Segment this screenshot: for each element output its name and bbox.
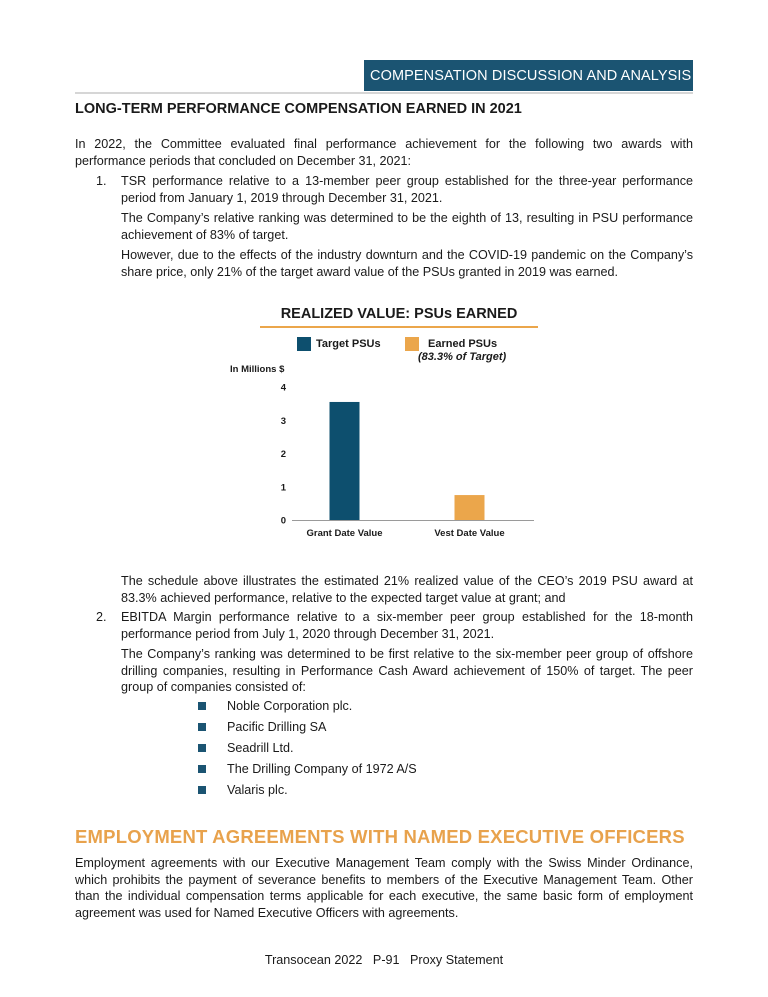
- list-item: Noble Corporation plc.: [227, 699, 353, 713]
- intro-paragraph: In 2022, the Committee evaluated final performance achievement for the following two awards with performance periods that concluded on December 31, 2021:: [75, 137, 693, 168]
- legend-label-target: Target PSUs: [316, 338, 381, 350]
- list-item: Seadrill Ltd.: [227, 741, 294, 755]
- item2-text: EBITDA Margin performance relative to a six-member peer group established for the 18-month performance period from July 1, 2020 through December 31, 2021.: [121, 610, 693, 641]
- bullet-icon: [198, 702, 206, 710]
- y-axis-label: In Millions $: [230, 364, 285, 375]
- bullet-icon: [198, 723, 206, 731]
- page-footer: [0, 953, 768, 967]
- item1-ranking: The Company’s relative ranking was determined to be the eighth of 13, resulting in PSU performance achievement of 83% of target.: [121, 211, 693, 242]
- footer-doc-title: Proxy Statement: [410, 953, 504, 967]
- section-header: [364, 60, 693, 91]
- employment-section-title: EMPLOYMENT AGREEMENTS WITH NAMED EXECUTIVE OFFICERS: [75, 826, 685, 847]
- legend-label-earned: Earned PSUs: [428, 338, 498, 350]
- bullet-icon: [198, 786, 206, 794]
- item1-after-chart: The schedule above illustrates the estimated 21% realized value of the CEO’s 2019 PSU award at 83.3% achieved performance, relative to the expected target value at grant; and: [121, 574, 693, 605]
- footer-company: Transocean 2022: [264, 953, 363, 967]
- item1-text: TSR performance relative to a 13-member peer group established for the three-year performance period from January 1, 2019 through December 31, 2021.: [121, 174, 693, 205]
- x-tick-label-0: Grant Date Value: [306, 528, 383, 539]
- bullet-icon: [198, 744, 206, 752]
- list-number-2: 2.: [96, 610, 107, 624]
- list-number-1: 1.: [96, 174, 107, 188]
- bar-target-0: [330, 402, 360, 520]
- legend-note-earned: (83.3% of Target): [418, 351, 507, 363]
- legend-swatch-target: [297, 337, 311, 351]
- section-header-label: COMPENSATION DISCUSSION AND ANALYSIS: [370, 67, 692, 84]
- section-title: LONG-TERM PERFORMANCE COMPENSATION EARNED IN 2021: [75, 101, 522, 117]
- y-tick-label-0: 0: [280, 515, 286, 527]
- y-tick-label-1: 1: [280, 482, 286, 494]
- list-item: The Drilling Company of 1972 A/S: [227, 762, 417, 776]
- chart-title: REALIZED VALUE: PSUs EARNED: [280, 306, 518, 322]
- list-item: Valaris plc.: [227, 783, 288, 797]
- y-tick-label-4: 4: [280, 382, 286, 394]
- bullet-icon: [198, 765, 206, 773]
- y-tick-label-2: 2: [280, 449, 286, 460]
- footer-page-number: P-91: [372, 953, 400, 967]
- legend-swatch-earned: [405, 337, 419, 351]
- item1-downturn: However, due to the effects of the industry downturn and the COVID-19 pandemic on the Company’s share price, only 21% of the target award value of the PSUs granted in 2019 was earned.: [121, 248, 693, 279]
- header-divider: [75, 92, 693, 94]
- bar-earned-1: [455, 495, 485, 520]
- x-tick-label-1: Vest Date Value: [434, 528, 505, 539]
- item2-ranking: The Company’s ranking was determined to be first relative to the six-member peer group of offshore drilling companies, resulting in Performance Cash Award achievement of 150% of target. The peer group of companies consisted of:: [121, 647, 693, 694]
- employment-paragraph: Employment agreements with our Executive Management Team comply with the Swiss Minder Ordinance, which prohibits the payment of severance benefits to members of the Executive Management Team. Other than the individual compensation terms applicable for each executive, the same basic form of employment agreement was used for Named Executive Officers with agreements.: [75, 856, 693, 920]
- chart-title-underline: [260, 326, 538, 328]
- y-tick-label-3: 3: [280, 415, 286, 427]
- list-item: Pacific Drilling SA: [227, 720, 327, 734]
